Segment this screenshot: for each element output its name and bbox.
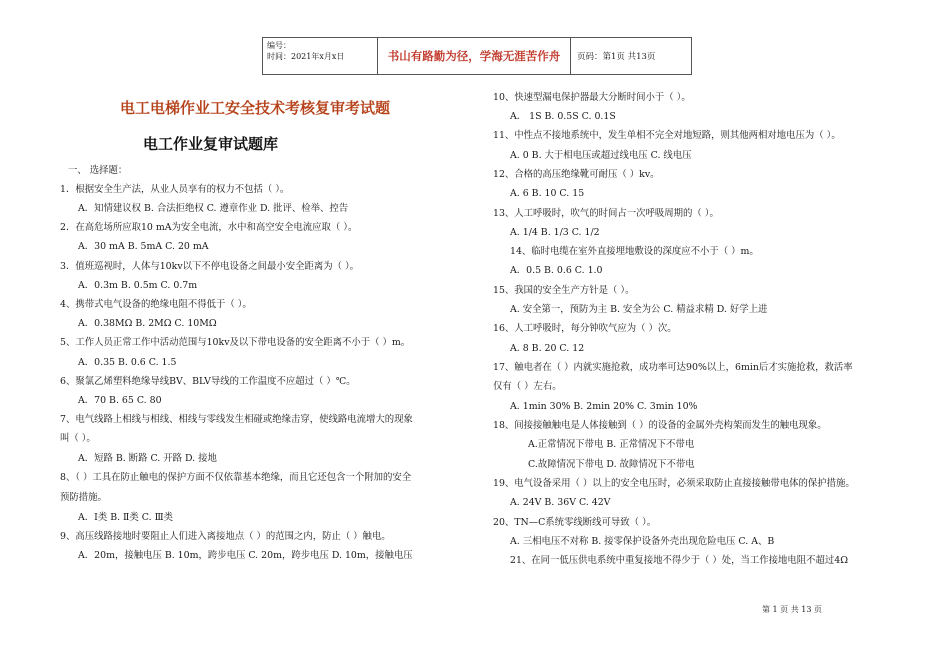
question-line: 16、人工呼吸时，每分钟吹气应为（ ）次。 — [493, 323, 677, 334]
question-line: A．Ⅰ类 B. Ⅱ类 C. Ⅲ类 — [78, 512, 173, 523]
question-line: A. 24V B. 36V C. 42V — [510, 497, 611, 508]
question-line: A．0.3m B. 0.5m C. 0.7m — [78, 280, 198, 291]
question-line: A．短路 B. 断路 C. 开路 D. 接地 — [78, 453, 217, 464]
page-header — [262, 37, 692, 75]
question-line: 5、工作人员正常工作中活动范围与10kv及以下带电设备的安全距离不小于（ ）m。 — [60, 337, 411, 348]
question-line: 11、中性点不接地系统中，发生单相不完全对地短路，则其他两相对地电压为（ ）。 — [493, 130, 841, 141]
question-line: A．70 B. 65 C. 80 — [78, 395, 162, 406]
question-line: A．30 mA B. 5mA C. 20 mA — [78, 241, 209, 252]
question-line: 4、携带式电气设备的绝缘电阻不得低于（ ）。 — [60, 299, 252, 310]
question-line: 10、快速型漏电保护器最大分断时间小于（ ）。 — [493, 92, 691, 103]
question-line: 9、高压线路接地时要阻止人们进入离接地点（ ）的范围之内，防止（ ）触电。 — [60, 531, 391, 542]
document-subtitle: 电工作业复审试题库 — [143, 135, 279, 153]
question-line: 6、聚氯乙烯塑料绝缘导线BV、BLV导线的工作温度不应超过（ ）℃。 — [60, 376, 356, 387]
page-footer: 第 1 页 共 13 页 — [762, 605, 822, 614]
question-line: 21、在同一低压供电系统中重复接地不得少于（ ）处，当工作接地电阻不超过4Ω — [510, 555, 849, 566]
header-meta — [263, 38, 378, 74]
header-motto: 书山有路勤为径，学海无涯苦作舟 — [378, 38, 571, 74]
question-line: 1．根据安全生产法，从业人员享有的权力不包括（ ）。 — [60, 184, 290, 195]
question-line: A．0.38MΩ B. 2MΩ C. 10MΩ — [78, 318, 217, 329]
question-line: A. 三相电压不对称 B. 接零保护设备外壳出现危险电压 C. A、B — [510, 536, 775, 547]
question-line: 8、（ ）工具在防止触电的保护方面不仅依靠基本绝缘，而且它还包含一个附加的安全 — [60, 472, 412, 483]
document-title: 电工电梯作业工安全技术考核复审考试题 — [120, 99, 391, 117]
question-line: C.故障情况下带电 D. 故障情况下不带电 — [528, 459, 695, 470]
question-line: A. 1min 30% B. 2min 20% C. 3min 10% — [510, 401, 698, 412]
question-line: 3．值班巡视时，人体与10kv以下不停电设备之间最小安全距离为（ ）。 — [60, 261, 360, 272]
header-page-info: 页码：第1页 共13页 — [577, 52, 656, 62]
question-line: 叫（ ）。 — [60, 433, 96, 444]
question-line: 15、我国的安全生产方针是（ ）。 — [493, 285, 635, 296]
question-line: 20、TN—C系统零线断线可导致（ ）。 — [493, 517, 657, 528]
question-line: 预防措施。 — [60, 492, 107, 503]
question-line: A.正常情况下带电 B. 正常情况下不带电 — [528, 439, 695, 450]
question-line: 17、触电者在（ ）内就实施抢救，成功率可达90%以上，6min后才实施抢救，救活率 — [493, 362, 853, 373]
question-line: A． 1S B. 0.5S C. 0.1S — [510, 111, 616, 122]
number-label: 编号： — [267, 41, 291, 50]
question-line: A．20m，接触电压 B. 10m，跨步电压 C. 20m，跨步电压 D. 10m，接触电压 — [78, 550, 413, 561]
question-line: 一、 选择题： — [68, 165, 128, 176]
question-line: 13、人工呼吸时，吹气的时间占一次呼吸周期的（ ）。 — [493, 208, 719, 219]
question-line: 仅有（ ）左右。 — [493, 381, 562, 392]
time-label: 时间：2021年x月x日 — [267, 52, 345, 61]
question-line: A．0.35 B. 0.6 C. 1.5 — [78, 357, 177, 368]
question-line: 12、合格的高压绝缘靴可耐压（ ）kv。 — [493, 169, 660, 180]
question-line: A．0.5 B. 0.6 C. 1.0 — [510, 265, 603, 276]
question-line: 14、临时电缆在室外直接埋地敷设的深度应不小于（ ）m。 — [510, 246, 759, 257]
question-line: A．知情建议权 B. 合法拒绝权 C. 遵章作业 D. 批评、检举、控告 — [78, 203, 349, 214]
question-line: 19、电气设备采用（ ）以上的安全电压时，必须采取防止直接接触带电体的保护措施。 — [493, 478, 855, 489]
question-line: A. 0 B. 大于相电压或超过线电压 C. 线电压 — [510, 150, 692, 161]
question-line: A. 6 B. 10 C. 15 — [510, 188, 585, 199]
question-line: 7、电气线路上相线与相线、相线与零线发生相碰或绝缘击穿，使线路电流增大的现象 — [60, 414, 413, 425]
question-line: A. 1/4 B. 1/3 C. 1/2 — [510, 227, 600, 238]
question-line: 18、间接接触触电是人体接触到（ ）的设备的金属外壳构架而发生的触电现象。 — [493, 420, 827, 431]
question-line: A. 8 B. 20 C. 12 — [510, 343, 585, 354]
question-line: A. 安全第一，预防为主 B. 安全为公 C. 精益求精 D. 好学上进 — [510, 304, 768, 315]
question-line: 2．在高危场所应取10 mA为安全电流，水中和高空安全电流应取（ ）。 — [60, 222, 358, 233]
